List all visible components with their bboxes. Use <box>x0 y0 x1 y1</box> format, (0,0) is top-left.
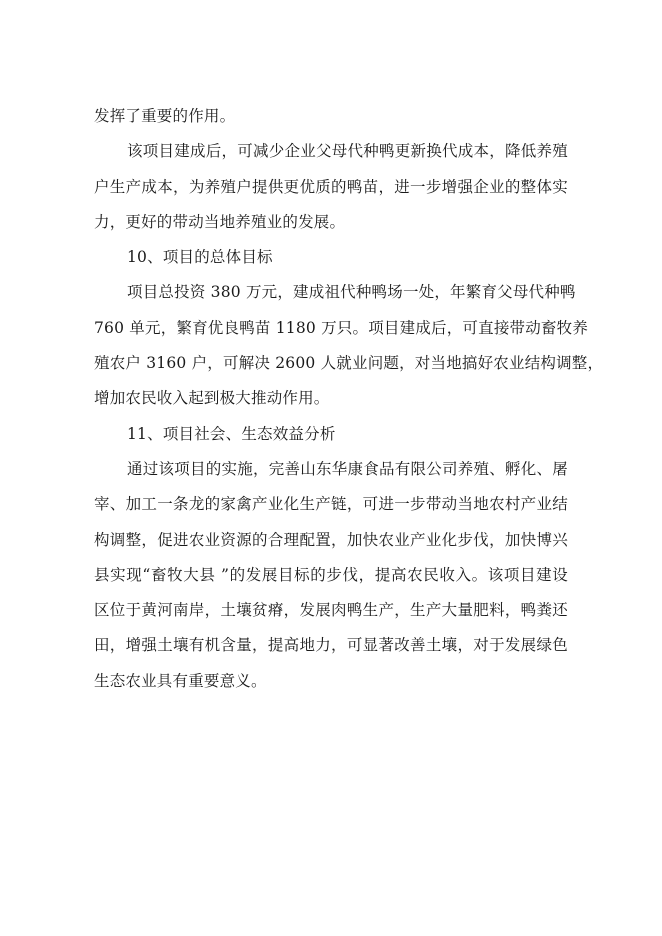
text-line: 通过该项目的实施，完善山东华康食品有限公司养殖、孵化、屠 <box>127 459 568 478</box>
text-line: 项目总投资 380 万元，建成祖代种鸭场一处，年繁育父母代种鸭 <box>127 283 576 302</box>
text-line: 区位于黄河南岸，土壤贫瘠，发展肉鸭生产，生产大量肥料，鸭粪还 <box>94 601 568 620</box>
text-line: 该项目建成后，可减少企业父母代种鸭更新换代成本，降低养殖 <box>127 142 568 161</box>
text-line: 田，增强土壤有机含量，提高地力，可显著改善土壤，对于发展绿色 <box>94 636 568 655</box>
heading-text: 11、项目社会、生态效益分析 <box>127 424 336 443</box>
text-line: 增加农民收入起到极大推动作用。 <box>94 389 330 408</box>
text-line: 县实现“畜牧大县 ”的发展目标的步伐，提高农民收入。该项目建设 <box>94 565 568 584</box>
text-line: 殖农户 3160 户，可解决 2600 人就业问题，对当地搞好农业结构调整， <box>94 354 604 373</box>
text-line: 发挥了重要的作用。 <box>94 107 236 125</box>
section-heading-11 <box>94 417 568 452</box>
paragraph-social-ecological <box>94 452 568 699</box>
document-body <box>94 99 604 699</box>
text-line: 宰、加工一条龙的家禽产业化生产链，可进一步带动当地农村产业结 <box>94 495 568 514</box>
paragraph-overall-goal <box>94 275 604 416</box>
text-line: 构调整，促进农业资源的合理配置，加快农业产业化步伐，加快博兴 <box>94 530 568 549</box>
text-line: 760 单元，繁育优良鸭苗 1180 万只。项目建成后，可直接带动畜牧养 <box>94 318 589 337</box>
text-line: 户生产成本，为养殖户提供更优质的鸭苗，进一步增强企业的整体实 <box>94 177 568 196</box>
paragraph-continuation <box>94 99 568 134</box>
section-heading-10 <box>94 240 568 275</box>
paragraph-benefit <box>94 134 568 240</box>
heading-text: 10、项目的总体目标 <box>127 248 273 267</box>
text-line: 生态农业具有重要意义。 <box>94 671 267 690</box>
text-line: 力，更好的带动当地养殖业的发展。 <box>94 212 346 231</box>
